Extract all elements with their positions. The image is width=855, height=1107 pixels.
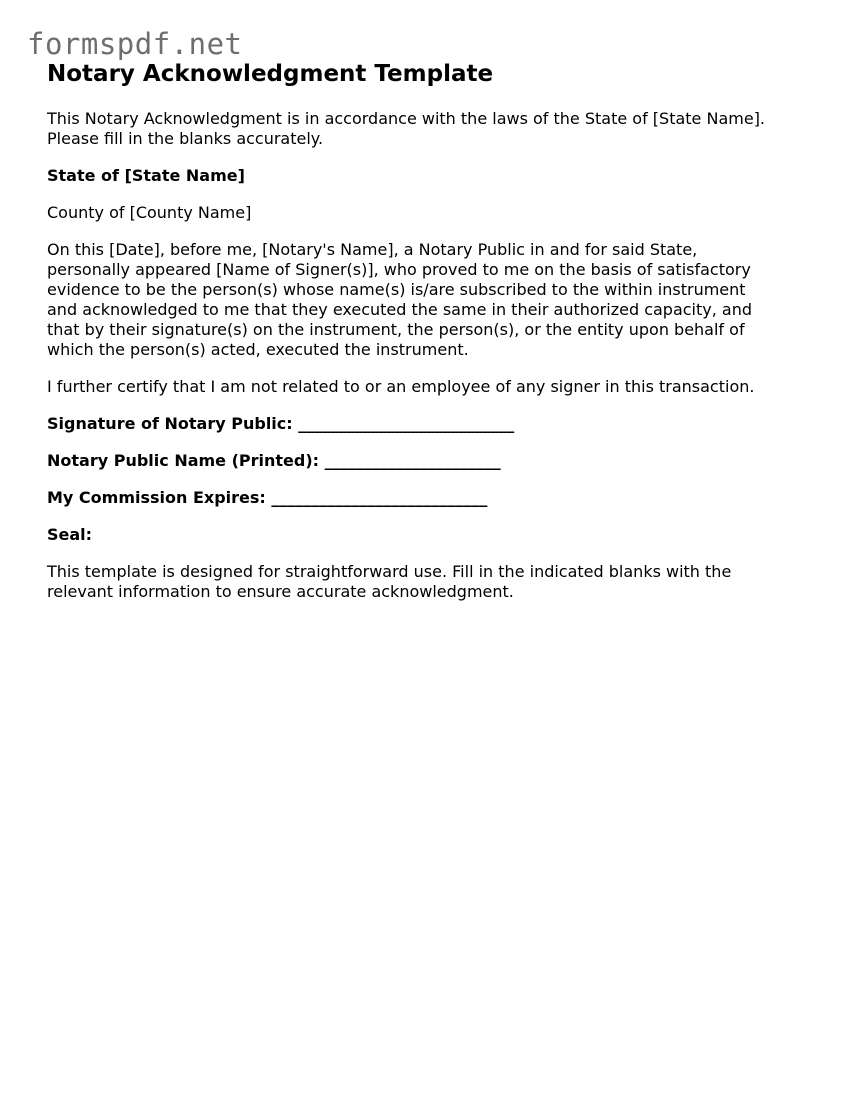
- site-watermark: formspdf.net: [27, 27, 243, 61]
- closing-line: relevant information to ensure accurate acknowledgment.: [47, 582, 514, 601]
- closing-paragraph: [47, 562, 827, 602]
- body-line: On this [Date], before me, [Notary's Name], a Notary Public in and for said State,: [47, 240, 698, 259]
- intro-line: This Notary Acknowledgment is in accordance with the laws of the State of [State Name].: [47, 109, 766, 128]
- county-line: County of [County Name]: [47, 203, 252, 222]
- closing-line: This template is designed for straightforward use. Fill in the indicated blanks with the: [47, 562, 732, 581]
- commission-expiry-field: My Commission Expires: ___________________________: [47, 488, 488, 507]
- intro-line: Please fill in the blanks accurately.: [47, 129, 324, 148]
- document-page: [47, 58, 827, 602]
- body-line: evidence to be the person(s) whose name(s) is/are subscribed to the within instrument: [47, 280, 746, 299]
- seal-label: Seal:: [47, 525, 93, 544]
- body-line: personally appeared [Name of Signer(s)], who proved to me on the basis of satisfactory: [47, 260, 751, 279]
- state-line: State of [State Name]: [47, 166, 245, 185]
- intro-paragraph: [47, 109, 827, 149]
- notary-signature-field: Signature of Notary Public: ___________________________: [47, 414, 515, 433]
- notary-printed-name-field: Notary Public Name (Printed): ______________________: [47, 451, 501, 470]
- certification-statement: I further certify that I am not related to or an employee of any signer in this transaction.: [47, 377, 755, 396]
- body-line: which the person(s) acted, executed the instrument.: [47, 340, 469, 359]
- body-line: that by their signature(s) on the instrument, the person(s), or the entity upon behalf of: [47, 320, 745, 339]
- body-line: and acknowledged to me that they executed the same in their authorized capacity, and: [47, 300, 753, 319]
- acknowledgment-body: [47, 240, 827, 360]
- document-title: Notary Acknowledgment Template: [47, 61, 494, 87]
